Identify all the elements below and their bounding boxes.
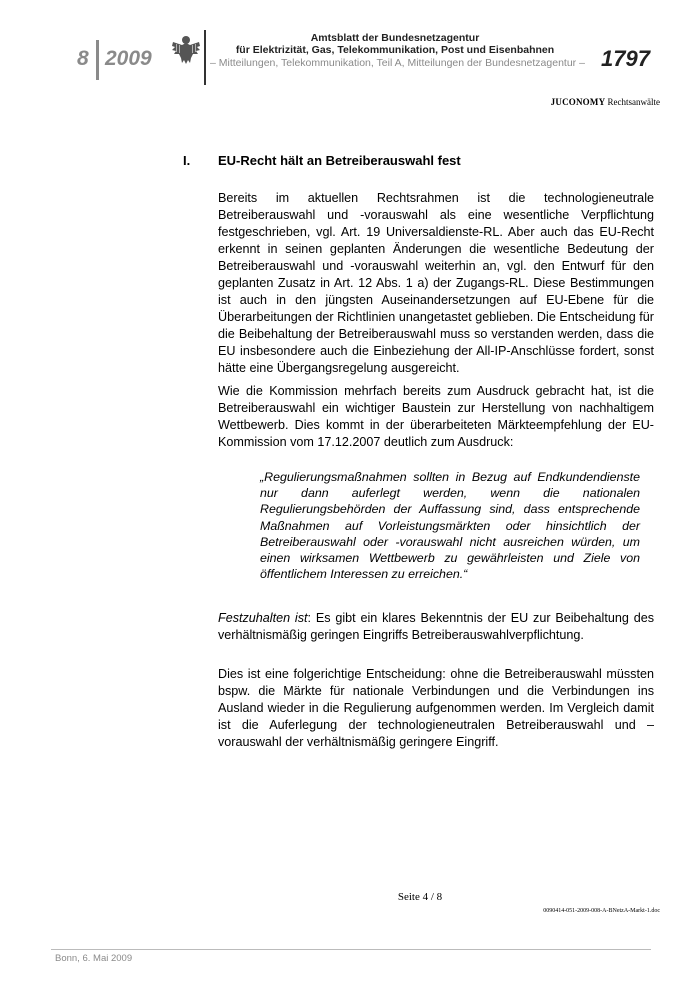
page-number: 1797 <box>601 46 650 71</box>
section-number: I. <box>183 153 191 168</box>
paragraph-3 <box>218 610 654 644</box>
document-reference: 0090414-051-2009-008-A-BNetzA-Markt-1.doc <box>543 908 660 914</box>
footer-rule <box>51 949 651 950</box>
gazette-subtitle: – Mitteilungen, Telekommunikation, Teil A, Mitteilungen der Bundesnetzagentur – <box>210 57 585 69</box>
issue-year: 2009 <box>105 47 152 70</box>
footer-date: Bonn, 6. Mai 2009 <box>55 953 133 964</box>
header-divider <box>96 40 99 80</box>
header-rule <box>204 30 206 85</box>
page-of-label: Seite 4 / 8 <box>397 891 443 903</box>
firm-suffix: Rechtsanwälte <box>607 97 660 107</box>
issue-number: 8 <box>77 47 89 70</box>
gazette-title-line1: Amtsblatt der Bundesnetzagentur <box>310 32 480 44</box>
gazette-title <box>215 32 575 56</box>
firm-name: JUCONOMY <box>550 97 606 107</box>
paragraph-3-lead: Festzuhalten ist <box>218 611 308 625</box>
gazette-title-line2: für Elektrizität, Gas, Telekommunikation, Post und Eisenbahnen <box>235 44 555 56</box>
paragraph-1: Bereits im aktuellen Rechtsrahmen ist die technologieneutrale Betreiberauswahl und -vorauswahl als eine wesentliche Verpflichtung festgeschrieben, vgl. Art. 19 Universaldienste-RL. Aber auch das EU-Recht erkennt in seinen geplanten Änderungen die wesentliche Bedeutung der Betreiberauswahl und -vorauswahl weiterhin an, vgl. den Entwurf für den geplanten Zusatz in Art. 12 Abs. 1 a) der Zugangs-RL. Diese Bestimmungen ist auch in den jüngsten Auseinandersetzungen auf EU-Ebene für die Überarbeitungen der Richtlinien unangetastet geblieben. Die Entscheidung für die Beibehaltung der Betreiberauswahl muss so verstanden werden, dass die EU insbesondere auch die Einbeziehung der All-IP-Anschlüsse fordert, sonst hätte eine Übergangsregelung ausgereicht. <box>218 191 654 375</box>
section-title: EU-Recht hält an Betreiberauswahl fest <box>218 153 461 168</box>
paragraph-2: Wie die Kommission mehrfach bereits zum Ausdruck gebracht hat, ist die Betreiberauswahl ein wichtiger Baustein zur Herstellung von nachhaltigem Wettbewerb. Dies kommt in der überarbeiteten Märkteempfehlung der EU-Kommission vom 17.12.2007 deutlich zum Ausdruck: <box>218 384 654 449</box>
law-firm-name <box>551 97 660 107</box>
paragraph-4: Dies ist eine folgerichtige Entscheidung: ohne die Betreiberauswahl müssten bspw. die Märkte für nationale Verbindungen und die Verbindungen ins Ausland wieder in die Regulierung aufgenommen werden. Im Vergleich damit ist die Auferlegung der technologieneutralen Betreiberauswahl und –vorauswahl der verhältnismäßig geringere Eingriff. <box>218 667 654 749</box>
paragraph-3-rest: : Es gibt ein klares Bekenntnis der EU zur Beibehaltung des verhältnismäßig geringen Eingriffs Betreiberauswahlverpflichtung. <box>218 611 654 642</box>
federal-eagle-icon <box>170 33 202 67</box>
block-quote: „Regulierungsmaßnahmen sollten in Bezug auf Endkundendienste nur dann auferlegt werden, wenn die nationalen Regulierungsbehörden der Auffassung sind, dass entsprechende Maßnahmen auf Vorleistungsmärkten oder hinsichtlich der Betreiberauswahl oder -vorauswahl nicht ausreichen würden, um einen wirksamen Wettbewerb zu gewährleisten und Ziele von öffentlichem Interessen zu erreichen.“ <box>260 470 640 582</box>
